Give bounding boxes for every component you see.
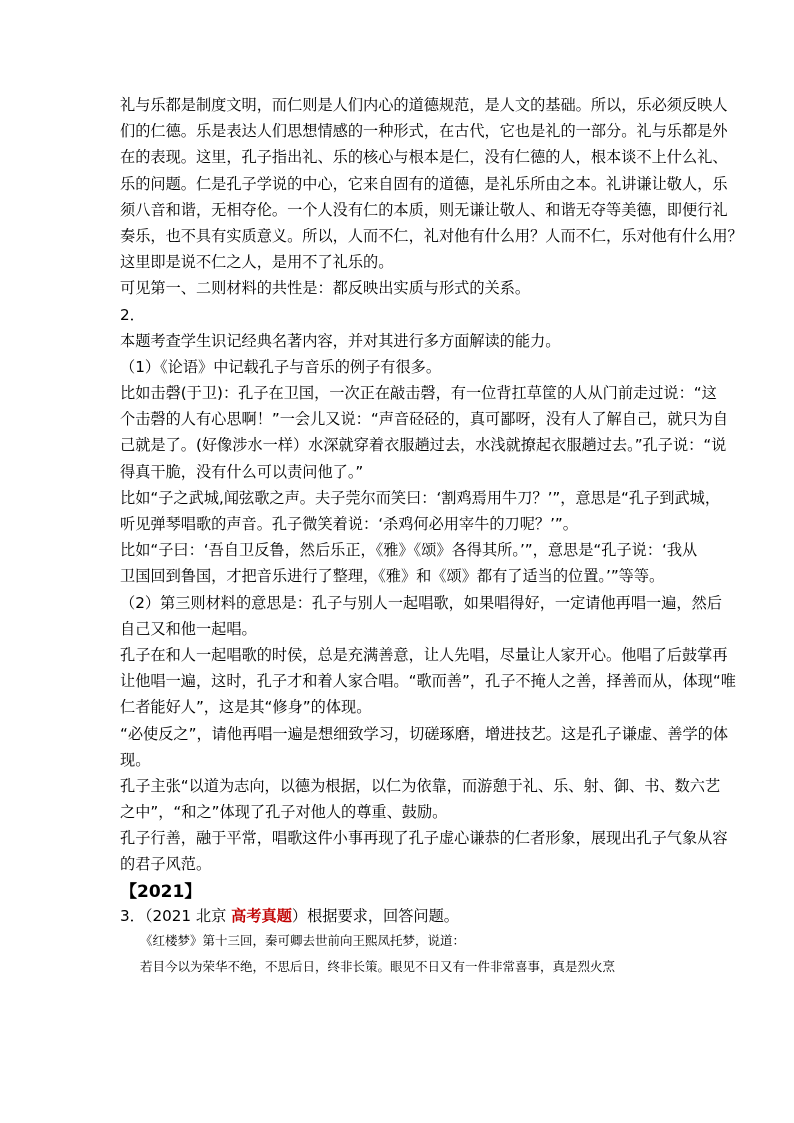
source-tag: 高考真题 <box>231 906 292 925</box>
text-line: 让他唱一遍，这时，孔子才和着人家合唱。“歌而善”，孔子不掩人之善，择善而从，体现“唯 <box>120 672 736 691</box>
text-line: 得真干脆，没有什么可以责问他了。” <box>120 462 364 481</box>
text-line: 听见弹琴唱歌的声音。孔子微笑着说：‘杀鸡何必用宰牛的刀呢？’”。 <box>120 515 578 533</box>
year-heading: 【2021】 <box>120 881 202 902</box>
text-line: 可见第一、二则材料的共性是：都反映出实质与形式的关系。 <box>120 279 531 298</box>
text-line: 比如击磬(于卫)：孔子在卫国，一次正在敲击磬，有一位背扛草筐的人从门前走过说：“这 <box>120 384 717 403</box>
question-3-heading <box>120 905 675 928</box>
text-line: “必使反之”，请他再唱一遍是想细致学习，切磋琢磨，增进技艺。这是孔子谦虚、善学的体 <box>120 724 729 743</box>
text-line: 本题考查学生识记经典名著内容，并对其进行多方面解读的能力。 <box>120 331 561 350</box>
text-line: 卫国回到鲁国，才把音乐进行了整理，《雅》和《颂》都有了适当的位置。’”等等。 <box>120 567 665 586</box>
text-line: 孔子行善，融于平常，唱歌这件小事再现了孔子虚心谦恭的仁者形象，展现出孔子气象从容 <box>120 829 728 848</box>
text-line: 比如“子之武城,闻弦歌之声。夫子莞尔而笑曰：‘割鸡焉用牛刀？’”，意思是“孔子到武城， <box>120 488 721 507</box>
text-line: （2）第三则材料的意思是：孔子与别人一起唱歌，如果唱得好，一定请他再唱一遍，然后 <box>120 593 722 612</box>
quote-text: 若目今以为荣华不绝，不思后日，终非长策。眼见不日又有一件非常喜事，真是烈火烹 <box>140 958 616 974</box>
text-line: 须八音和谐，无相夺伦。一个人没有仁的本质，则无谦让敬人、和谐无夺等美德，即便行礼 <box>120 200 728 219</box>
text-line: 们的仁德。乐是表达人们思想情感的一种形式，在古代，它也是礼的一部分。礼与乐都是外 <box>120 122 728 141</box>
question-3-suffix: ）根据要求，回答问题。 <box>291 906 459 925</box>
text-line: 乐的问题。仁是孔子学说的中心，它来自固有的道德，是礼乐所由之本。礼讲谦让敬人，乐 <box>120 174 728 193</box>
text-line: 礼与乐都是制度文明，而仁则是人们内心的道德规范，是人文的基础。所以，乐必须反映人 <box>120 96 728 114</box>
text-line: 个击磬的人有心思啊！”一会儿又说：“声音硁硁的，真可鄙呀，没有人了解自己，就只为自 <box>120 410 729 429</box>
text-line: 的君子风范。 <box>120 855 212 874</box>
text-line: 仁者能好人”，这是其“修身”的体现。 <box>120 698 372 717</box>
quote-intro: 《红楼梦》第十三回，秦可卿去世前向王熙凤托梦，说道： <box>140 932 466 948</box>
text-line: 自己又和他一起唱。 <box>120 619 257 638</box>
text-line: 孔子在和人一起唱歌的时侯，总是充满善意，让人先唱，尽量让人家开心。他唱了后鼓掌再 <box>120 645 728 664</box>
text-line: 比如“子曰：‘吾自卫反鲁，然后乐正，《雅》《颂》各得其所。’”，意思是“孔子说：‘我从 <box>120 541 698 560</box>
text-line: 之中”，“和之”体现了孔子对他人的尊重、鼓励。 <box>120 803 448 822</box>
text-line: （1）《论语》中记载孔子与音乐的例子有很多。 <box>120 357 442 376</box>
text-line: 己就是了。(好像涉水一样）水深就穿着衣服趟过去，水浅就撩起衣服趟过去。”孔子说：“说 <box>120 436 727 455</box>
question-number: 2． <box>120 305 145 324</box>
question-3-prefix: 3．（2021 北京 <box>120 906 232 925</box>
document-page <box>120 92 743 980</box>
text-line: 奏乐，也不具有实质意义。所以，人而不仁，礼对他有什么用？人而不仁，乐对他有什么用？ <box>120 226 743 245</box>
text-line: 现。 <box>120 750 151 769</box>
answer-explanation <box>120 92 743 878</box>
text-line: 在的表现。这里，孔子指出礼、乐的核心与根本是仁，没有仁德的人，根本谈不上什么礼、 <box>120 148 728 167</box>
text-line: 这里即是说不仁之人，是用不了礼乐的。 <box>120 253 394 272</box>
text-line: 孔子主张“以道为志向，以德为根据，以仁为依靠，而游憩于礼、乐、射、御、书、数六艺 <box>120 776 721 795</box>
